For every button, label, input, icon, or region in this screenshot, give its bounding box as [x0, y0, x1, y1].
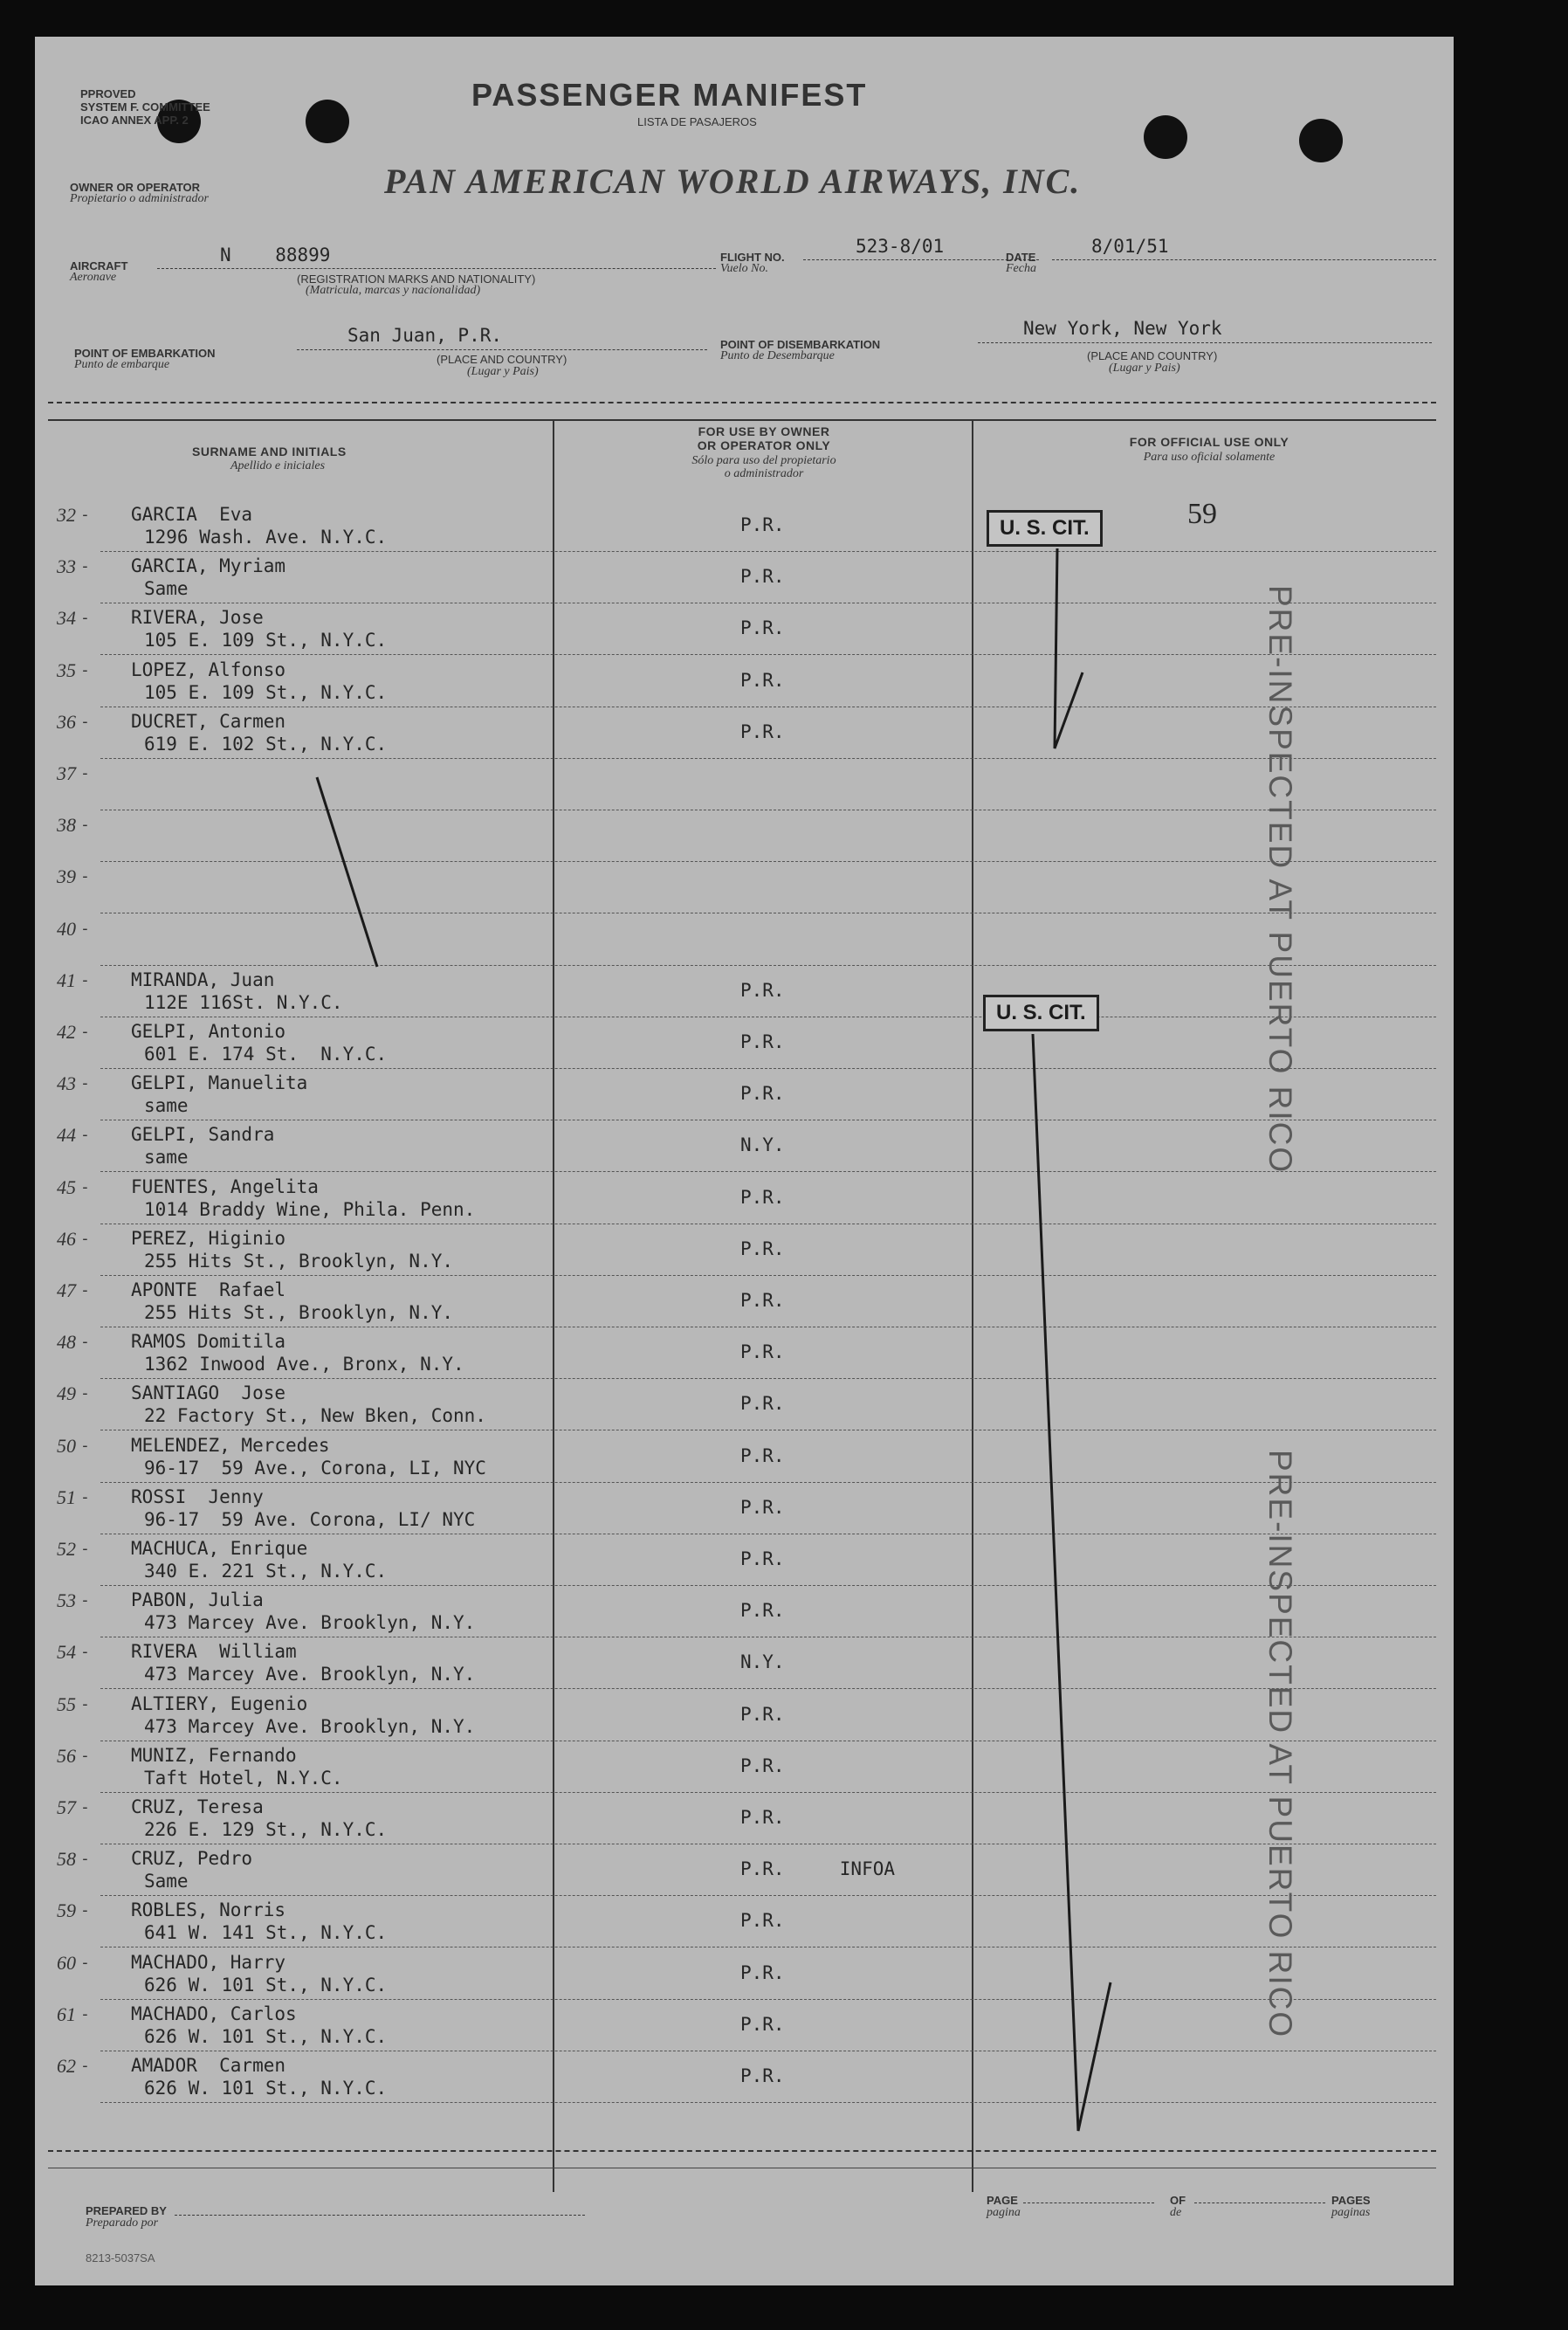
owner-use-code: P.R.	[740, 1187, 785, 1208]
row-number-dash: -	[80, 1074, 90, 1093]
passenger-address: Same	[144, 1871, 189, 1892]
passenger-address: Taft Hotel, N.Y.C.	[144, 1768, 343, 1789]
passenger-address: 626 W. 101 St., N.Y.C.	[144, 1975, 388, 1996]
owner-use-code: N.Y.	[740, 1134, 785, 1155]
owner-use-code: P.R.	[740, 1031, 785, 1052]
row-number-dash: -	[80, 1798, 90, 1816]
disembark-label: POINT OF DISEMBARKATION	[720, 338, 881, 351]
registration-label: (REGISTRATION MARKS AND NATIONALITY)	[297, 272, 536, 286]
company-name: PAN AMERICAN WORLD AIRWAYS, INC.	[384, 162, 1082, 201]
passenger-address: 1362 Inwood Ave., Bronx, N.Y.	[144, 1354, 464, 1375]
owner-use-code: P.R.	[740, 1290, 785, 1311]
of-label-es: de	[1170, 2206, 1182, 2219]
passenger-name: RIVERA, Jose	[131, 607, 264, 628]
column-header-official-es: Para uso oficial solamente	[1143, 451, 1276, 464]
row-number-dash: -	[80, 920, 90, 938]
aircraft-label: AIRCRAFT	[70, 259, 128, 272]
row-number-dash: -	[80, 1643, 90, 1661]
passenger-name: LOPEZ, Alfonso	[131, 659, 286, 680]
row-number: 49	[57, 1382, 76, 1404]
embark-place-label-es: (Lugar y Pais)	[467, 365, 539, 378]
row-number-dash: -	[80, 971, 90, 989]
row-number-dash: -	[80, 557, 90, 576]
column-header-owner-es-line: o administrador	[724, 467, 804, 480]
passenger-address: 226 E. 129 St., N.Y.C.	[144, 1819, 388, 1840]
row-number-dash: -	[80, 1023, 90, 1041]
owner-use-code: P.R.	[740, 1600, 785, 1621]
owner-use-code: P.R.	[740, 1341, 785, 1362]
aircraft-label-es: Aeronave	[70, 271, 117, 284]
row-number: 47	[57, 1279, 76, 1301]
date-label: DATE	[1006, 251, 1036, 264]
owner-use-code: P.R.	[740, 1704, 785, 1725]
row-number: 40	[57, 918, 76, 940]
row-number: 39	[57, 865, 76, 887]
passenger-name: ROSSI Jenny	[131, 1486, 264, 1507]
row-number-dash: -	[80, 1901, 90, 1920]
passenger-address: 619 E. 102 St., N.Y.C.	[144, 734, 388, 755]
passenger-address: 105 E. 109 St., N.Y.C.	[144, 682, 388, 703]
row-number: 59	[57, 1899, 76, 1921]
column-header-name-es: Apellido e iniciales	[230, 459, 326, 472]
passenger-name: PABON, Julia	[131, 1589, 264, 1610]
disembark-place-label-es: (Lugar y Pais)	[1109, 362, 1180, 375]
column-header-name: SURNAME AND INITIALS	[192, 445, 347, 458]
row-number: 61	[57, 2003, 76, 2025]
owner-use-code: P.R.	[740, 1807, 785, 1828]
passenger-address: 255 Hits St., Brooklyn, N.Y.	[144, 1251, 454, 1272]
table-bottom-rule	[48, 2150, 1436, 2152]
disembark-place-label: (PLACE AND COUNTRY)	[1087, 349, 1218, 362]
row-number-dash: -	[80, 1178, 90, 1196]
row-number: 48	[57, 1331, 76, 1353]
passenger-address: 473 Marcey Ave. Brooklyn, N.Y.	[144, 1612, 476, 1633]
passenger-name: GELPI, Antonio	[131, 1021, 286, 1042]
passenger-address: 626 W. 101 St., N.Y.C.	[144, 2078, 388, 2099]
passenger-name: RIVERA William	[131, 1641, 297, 1662]
row-number-dash: -	[80, 1954, 90, 1972]
approval-line: SYSTEM F. COMMITTEE	[80, 100, 210, 114]
pages-label: PAGES	[1331, 2194, 1371, 2207]
passenger-address: 641 W. 141 St., N.Y.C.	[144, 1922, 388, 1943]
row-number-dash: -	[80, 506, 90, 524]
row-number: 43	[57, 1072, 76, 1094]
owner-use-code: P.R.	[740, 1910, 785, 1931]
column-header-owner-line: FOR USE BY OWNER	[698, 424, 830, 438]
passenger-address: 473 Marcey Ave. Brooklyn, N.Y.	[144, 1664, 476, 1685]
passenger-address: 105 E. 109 St., N.Y.C.	[144, 630, 388, 651]
row-number: 36	[57, 711, 76, 733]
passenger-name: GARCIA, Myriam	[131, 555, 286, 576]
owner-use-code: N.Y.	[740, 1651, 785, 1672]
row-number: 42	[57, 1021, 76, 1043]
row-number: 50	[57, 1435, 76, 1457]
owner-use-code: P.R.	[740, 1083, 785, 1104]
passenger-address: same	[144, 1095, 189, 1116]
passenger-address: 473 Marcey Ave. Brooklyn, N.Y.	[144, 1716, 476, 1737]
row-number: 45	[57, 1176, 76, 1198]
pre-inspected-stamp: PRE-INSPECTED AT PUERTO RICO	[1262, 585, 1298, 1175]
page-title-es: LISTA DE PASAJEROS	[637, 115, 757, 128]
passenger-address: 626 W. 101 St., N.Y.C.	[144, 2026, 388, 2047]
approval-line: ICAO ANNEX APP. 2	[80, 114, 189, 127]
owner-use-code: P.R.	[740, 1962, 785, 1983]
passenger-name: CRUZ, Teresa	[131, 1796, 264, 1817]
row-number: 56	[57, 1745, 76, 1767]
passenger-name: GARCIA Eva	[131, 504, 253, 525]
passenger-name: MACHUCA, Enrique	[131, 1538, 308, 1559]
row-number-dash: -	[80, 1695, 90, 1713]
row-number: 44	[57, 1124, 76, 1146]
passenger-address: 340 E. 221 St., N.Y.C.	[144, 1561, 388, 1582]
passenger-name: DUCRET, Carmen	[131, 711, 286, 732]
flight-value: 523-8/01	[856, 236, 945, 257]
of-underline	[1194, 2202, 1325, 2203]
row-number: 51	[57, 1486, 76, 1508]
passenger-address: same	[144, 1147, 189, 1168]
row-number-dash: -	[80, 816, 90, 834]
owner-label: OWNER OR OPERATOR	[70, 181, 201, 194]
row-number-dash: -	[80, 2057, 90, 2075]
owner-use-code: P.R.	[740, 1445, 785, 1466]
row-number: 57	[57, 1796, 76, 1818]
date-value: 8/01/51	[1091, 236, 1169, 257]
row-number-dash: -	[80, 1591, 90, 1610]
embark-label-es: Punto de embarque	[74, 358, 170, 371]
passenger-name: SANTIAGO Jose	[131, 1382, 286, 1403]
row-number-dash: -	[80, 661, 90, 679]
row-number-dash: -	[80, 1747, 90, 1765]
row-number: 52	[57, 1538, 76, 1560]
embark-place-label: (PLACE AND COUNTRY)	[437, 353, 567, 366]
row-number: 55	[57, 1693, 76, 1715]
row-number: 53	[57, 1589, 76, 1611]
row-number: 33	[57, 555, 76, 577]
column-header-owner-es-line: Sólo para uso del propietario	[691, 454, 836, 467]
registration-label-es: (Matricula, marcas y nacionalidad)	[306, 284, 481, 297]
row-number: 41	[57, 969, 76, 991]
prepared-underline	[175, 2215, 585, 2216]
pen-stroke-check-1	[1055, 548, 1083, 748]
row-number-dash: -	[80, 713, 90, 731]
disembark-value: New York, New York	[1023, 318, 1222, 339]
row-number-dash: -	[80, 1850, 90, 1868]
manifest-page	[35, 37, 1454, 2285]
row-number-dash: -	[80, 1281, 90, 1299]
passenger-address: 112E 116St. N.Y.C.	[144, 992, 343, 1013]
row-number-dash: -	[80, 867, 90, 886]
owner-use-code: P.R.	[740, 1548, 785, 1569]
disembark-label-es: Punto de Desembarque	[720, 349, 835, 362]
row-number-dash: -	[80, 1540, 90, 1558]
passenger-address: 22 Factory St., New Bken, Conn.	[144, 1405, 486, 1426]
passenger-name: AMADOR Carmen	[131, 2055, 286, 2076]
prepared-label: PREPARED BY	[86, 2204, 167, 2217]
owner-use-code: P.R. INFOA	[740, 1858, 896, 1879]
flight-label-es: Vuelo No.	[720, 262, 768, 275]
row-number-dash: -	[80, 1384, 90, 1403]
passenger-name: ROBLES, Norris	[131, 1899, 286, 1920]
owner-use-code: P.R.	[740, 566, 785, 587]
passenger-name: MIRANDA, Juan	[131, 969, 275, 990]
pages-label-es: paginas	[1331, 2206, 1371, 2219]
owner-use-code: P.R.	[740, 617, 785, 638]
owner-use-code: P.R.	[740, 1497, 785, 1518]
embark-label: POINT OF EMBARKATION	[74, 347, 216, 360]
pen-marks	[35, 37, 1454, 2285]
owner-use-code: P.R.	[740, 1755, 785, 1776]
passenger-name: GELPI, Manuelita	[131, 1072, 308, 1093]
row-number: 46	[57, 1228, 76, 1250]
passenger-address: Same	[144, 578, 189, 599]
passenger-name: ALTIERY, Eugenio	[131, 1693, 308, 1714]
pen-stroke-rows-37-40	[317, 777, 377, 967]
passenger-name: MUNIZ, Fernando	[131, 1745, 297, 1766]
passenger-name: MELENDEZ, Mercedes	[131, 1435, 330, 1456]
prepared-label-es: Preparado por	[86, 2216, 159, 2230]
date-label-es: Fecha	[1006, 262, 1036, 275]
owner-use-code: P.R.	[740, 1393, 785, 1414]
page-underline	[1023, 2202, 1154, 2203]
official-count: 59	[1187, 498, 1217, 530]
column-header-owner-line: OR OPERATOR ONLY	[697, 438, 831, 452]
passenger-name: FUENTES, Angelita	[131, 1176, 319, 1197]
row-number: 32	[57, 504, 76, 526]
page-title: PASSENGER MANIFEST	[471, 77, 868, 113]
owner-use-code: P.R.	[740, 670, 785, 691]
passenger-name: RAMOS Domitila	[131, 1331, 286, 1352]
owner-use-code: P.R.	[740, 2014, 785, 2035]
passenger-name: GELPI, Sandra	[131, 1124, 275, 1145]
row-number: 54	[57, 1641, 76, 1663]
us-citizen-stamp: U. S. CIT.	[987, 510, 1103, 547]
aircraft-value: N 88899	[220, 245, 331, 265]
row-number: 62	[57, 2055, 76, 2077]
page-label-es: pagina	[987, 2206, 1021, 2219]
flight-label: FLIGHT NO.	[720, 251, 785, 264]
row-number-dash: -	[80, 1126, 90, 1144]
pre-inspected-stamp-2: PRE-INSPECTED AT PUERTO RICO	[1262, 1450, 1298, 2039]
page-label: PAGE	[987, 2194, 1018, 2207]
row-number: 58	[57, 1848, 76, 1870]
of-label: OF	[1170, 2194, 1186, 2207]
owner-use-code: P.R.	[740, 980, 785, 1001]
owner-use-code: P.R.	[740, 2065, 785, 2086]
passenger-address: 96-17 59 Ave., Corona, LI, NYC	[144, 1458, 486, 1479]
row-number-dash: -	[80, 1230, 90, 1248]
row-number: 35	[57, 659, 76, 681]
form-number: 8213-5037SA	[86, 2251, 155, 2265]
passenger-name: CRUZ, Pedro	[131, 1848, 253, 1869]
row-number: 38	[57, 814, 76, 836]
embark-value: San Juan, P.R.	[347, 325, 503, 346]
column-header-official: FOR OFFICIAL USE ONLY	[1129, 435, 1289, 449]
pen-stroke-check-2	[1033, 1034, 1111, 2131]
passenger-name: PEREZ, Higinio	[131, 1228, 286, 1249]
owner-use-code: P.R.	[740, 514, 785, 535]
row-number-dash: -	[80, 2005, 90, 2023]
row-number: 60	[57, 1952, 76, 1974]
us-citizen-stamp-2: U. S. CIT.	[983, 995, 1099, 1031]
passenger-name: MACHADO, Harry	[131, 1952, 286, 1973]
owner-label-es: Propietario o administrador	[70, 192, 209, 205]
passenger-address: 1296 Wash. Ave. N.Y.C.	[144, 527, 388, 548]
owner-use-code: P.R.	[740, 1238, 785, 1259]
row-number-dash: -	[80, 609, 90, 627]
passenger-name: MACHADO, Carlos	[131, 2003, 297, 2024]
row-number-dash: -	[80, 764, 90, 782]
row-number: 37	[57, 762, 76, 784]
passenger-address: 96-17 59 Ave. Corona, LI/ NYC	[144, 1509, 476, 1530]
row-number-dash: -	[80, 1488, 90, 1506]
passenger-name: APONTE Rafael	[131, 1279, 286, 1300]
passenger-address: 255 Hits St., Brooklyn, N.Y.	[144, 1302, 454, 1323]
passenger-address: 601 E. 174 St. N.Y.C.	[144, 1044, 388, 1065]
row-number-dash: -	[80, 1437, 90, 1455]
approval-line: PPROVED	[80, 87, 136, 100]
owner-use-code: P.R.	[740, 721, 785, 742]
row-number-dash: -	[80, 1333, 90, 1351]
row-number: 34	[57, 607, 76, 629]
passenger-address: 1014 Braddy Wine, Phila. Penn.	[144, 1199, 476, 1220]
